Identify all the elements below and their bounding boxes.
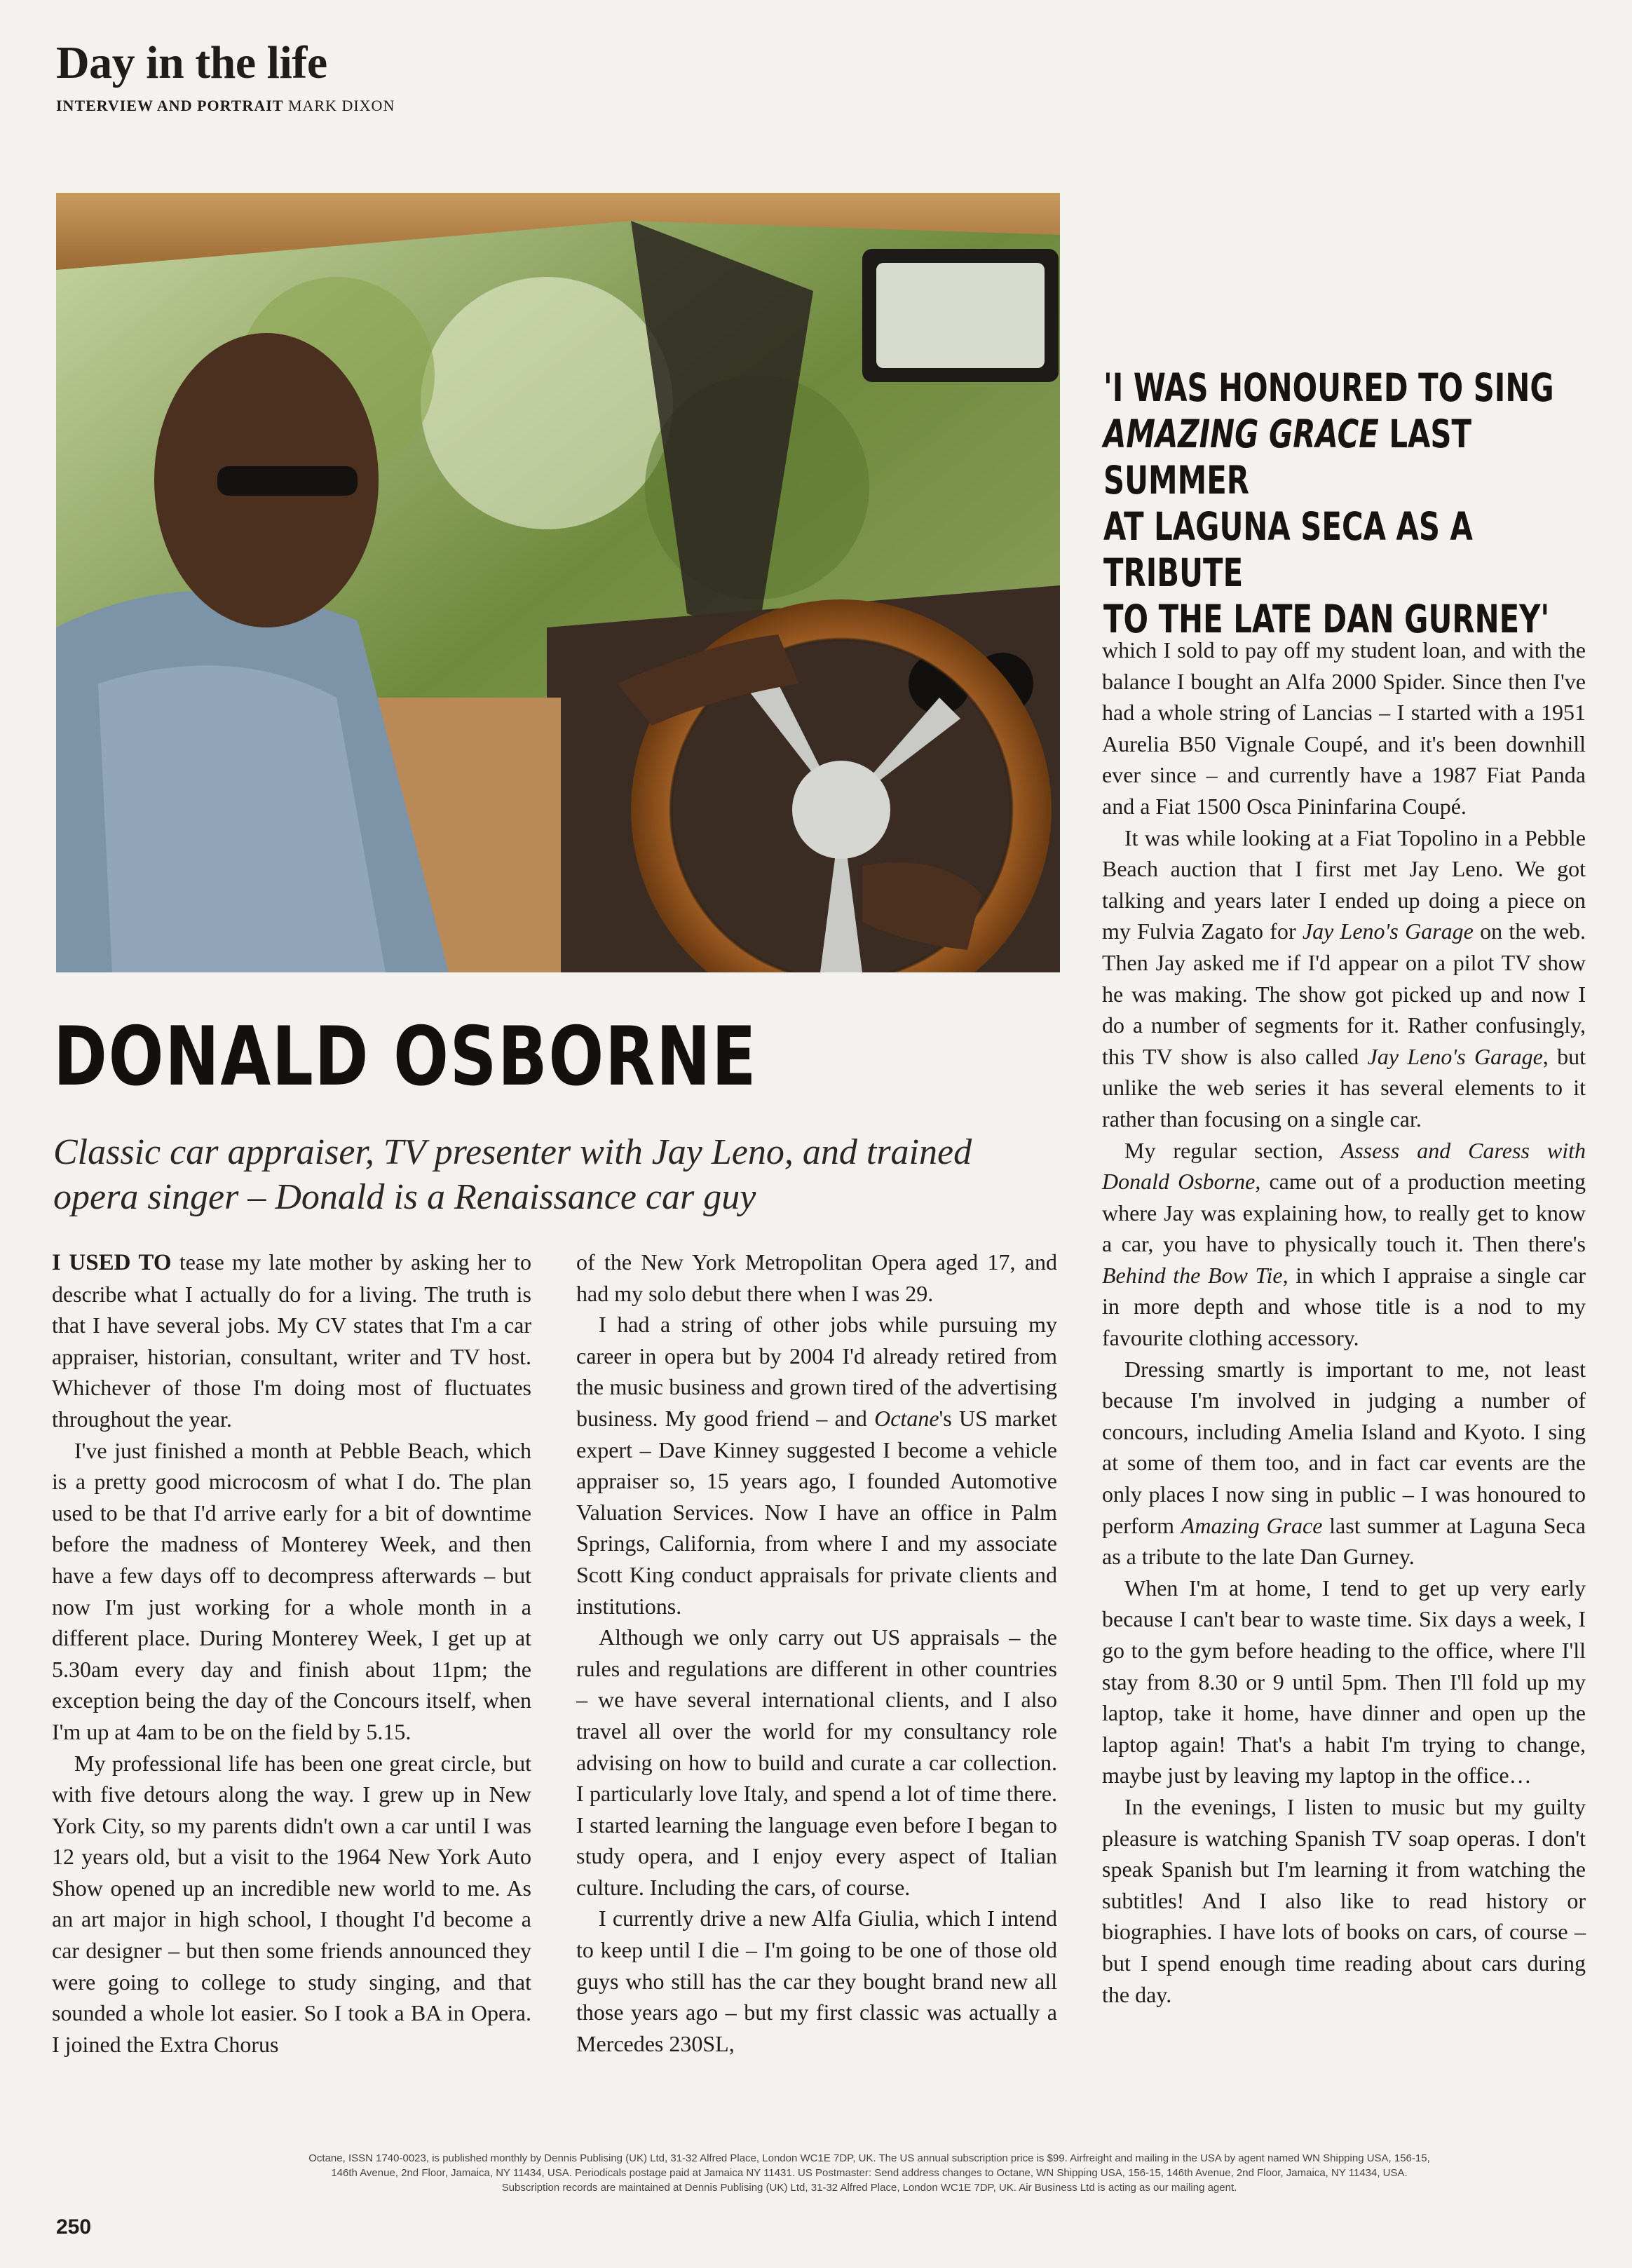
emphasis: Octane xyxy=(874,1405,939,1431)
paragraph: When I'm at home, I tend to get up very early because I can't bear to waste time. Six days a week, I go to the gym before heading to the office, where I'll stay from 8.30 or 9 until 5pm. Then I'll fold up my laptop, take it home, have dinner and open up the laptop again! That's a habit I'm trying to change, maybe just by leaving my laptop in the office… xyxy=(1102,1575,1586,1788)
paragraph-text: on the web. Then Jay asked me if I'd appear on a pilot TV show he was making. The show got picked up and now I do a number of segments for it. Rather confusingly, this TV show is also called xyxy=(1102,918,1586,1069)
paragraph: of the New York Metropolitan Opera aged 17, and had my solo debut there when I was 29. xyxy=(576,1249,1057,1306)
pull-quote xyxy=(1103,365,1583,642)
paragraph-text: , came out of a production meeting where Jay was explaining how, to really get to know a car, you have to physically touch it. Then there's xyxy=(1102,1169,1586,1257)
paragraph xyxy=(52,1247,531,1435)
pull-quote-line-2 xyxy=(1103,411,1583,503)
pull-quote-line-1: 'I WAS HONOURED TO SING xyxy=(1103,365,1554,410)
pull-quote-line-2-rest: LAST SUMMER xyxy=(1103,412,1471,503)
paragraph xyxy=(1102,1135,1586,1354)
article-column-2 xyxy=(576,1247,1057,2059)
paragraph-text: Dressing smartly is important to me, not least because I'm involved in judging a number of concours, including Amelia Island and Kyoto. I sing at some of them too, and in fact car events are the only places I now sing in public – I was honoured to perform xyxy=(1102,1356,1586,1538)
pull-quote-line-4: TO THE LATE DAN GURNEY' xyxy=(1103,597,1550,641)
emphasis: Jay Leno's Garage xyxy=(1302,918,1474,944)
page-number: 250 xyxy=(56,2215,92,2239)
paragraph: I've just finished a month at Pebble Beach, which is a pretty good microcosm of what I do. The plan used to be that I'd arrive early for a bit of downtime before the madness of Monterey Week, and then have a few days off to decompress afterwards – but now I'm just working for a whole month in a different place. During Monterey Week, I get up at 5.30am every day and finish about 11pm; the exception being the day of the Concours itself, when I'm up at 4am to be on the field by 5.15. xyxy=(52,1437,531,1744)
pull-quote-emphasis: AMAZING GRACE xyxy=(1103,412,1379,456)
paragraph: Although we only carry out US appraisals – the rules and regulations are different in other countries – we have several international clients, and I also travel all over the world for my consultancy role advising on how to build and curate a car collection. I particularly love Italy, and spend a lot of time there. I started learning the language even before I began to study opera, and I enjoy every aspect of Italian culture. Including the cars, of course. xyxy=(576,1624,1057,1900)
paragraph-text: , in which I appraise a single car in more depth and whose title is a nod to my favourite clothing accessory. xyxy=(1102,1262,1586,1351)
paragraph-text: last summer at Laguna Seca as a tribute to the late Dan Gurney. xyxy=(1102,1512,1586,1570)
publication-footer xyxy=(203,2151,1535,2195)
paragraph-text: , but unlike the web series it has several elements to it rather than focusing on a single car. xyxy=(1102,1043,1586,1132)
footer-line: 146th Avenue, 2nd Floor, Jamaica, NY 11434, USA. Periodicals postage paid at Jamaica NY 11431. US Postmaster: Send address changes to Octane, WN Shipping USA, 156-15, 146th Avenue, 2nd Floor, Jamaica, NY 11434, USA. xyxy=(331,2167,1408,2179)
byline xyxy=(56,97,395,115)
emphasis: Behind the Bow Tie xyxy=(1102,1262,1283,1288)
paragraph-text: I had a string of other jobs while pursuing my career in opera but by 2004 I'd already retired from the music business and grown tired of the advertising business. My good friend – and xyxy=(576,1312,1057,1431)
paragraph: In the evenings, I listen to music but my guilty pleasure is watching Spanish TV soap operas. I don't speak Spanish but I'm learning it from watching the subtitles! And I also like to read history or biographies. I have lots of books on cars, of course – but I spend enough time reading about cars during the day. xyxy=(1102,1793,1586,2007)
paragraph-text: 's US market expert – Dave Kinney suggested I become a vehicle appraiser so, 15 years ago, I founded Automotive Valuation Services. Now I have an office in Palm Springs, California, from where I and my associate Scott King conduct appraisals for private clients and institutions. xyxy=(576,1405,1058,1619)
paragraph: I currently drive a new Alfa Giulia, which I intend to keep until I die – I'm going to be one of those old guys who still has the car they bought brand new all those years ago – but my first classic was actually a Mercedes 230SL, xyxy=(576,1906,1057,2056)
emphasis: Jay Leno's Garage xyxy=(1367,1043,1543,1069)
byline-role: INTERVIEW AND PORTRAIT xyxy=(56,97,284,114)
article-title: DONALD OSBORNE xyxy=(53,1010,758,1104)
portrait-illustration xyxy=(56,193,1060,972)
footer-line: Octane, ISSN 1740-0023, is published monthly by Dennis Publising (UK) Ltd, 31-32 Alfred Place, London WC1E 7DP, UK. The US annual subscription price is $99. Airfreight and mailing in the USA by agent named WN Shipping USA, 156-15, xyxy=(308,2152,1430,2164)
paragraph xyxy=(1102,1354,1586,1573)
paragraph xyxy=(576,1309,1057,1622)
portrait-photo xyxy=(56,193,1060,972)
pull-quote-line-3: AT LAGUNA SECA AS A TRIBUTE xyxy=(1103,504,1473,595)
emphasis: Assess and Caress with Donald Osborne xyxy=(1102,1137,1586,1195)
lead-in: I USED TO xyxy=(52,1250,172,1275)
paragraph-text: tease my late mother by asking her to describe what I actually do for a living. The truth is that I have several jobs. My CV states that I'm a car appraiser, historian, consultant, writer and TV host. Whichever of those I'm doing most of fluctuates throughout the year. xyxy=(52,1249,532,1432)
article-column-3 xyxy=(1102,634,1586,2010)
section-title: Day in the life xyxy=(56,37,327,88)
paragraph: My professional life has been one great circle, but with five detours along the way. I grew up in New York City, so my parents didn't own a car until I was 12 years old, but a visit to the 1964 New York Auto Show opened up an incredible new world to me. As an art major in high school, I thought I'd become a car designer – but then some friends announced they were going to college to study singing, and that sounded a whole lot easier. So I took a BA in Opera. I joined the Extra Chorus xyxy=(52,1750,531,2057)
paragraph xyxy=(1102,822,1586,1135)
paragraph: which I sold to pay off my student loan, and with the balance I bought an Alfa 2000 Spider. Since then I've had a whole string of Lancias – I started with a 1951 Aurelia B50 Vignale Coupé, and it's been downhill ever since – and currently have a 1987 Fiat Panda and a Fiat 1500 Osca Pininfarina Coupé. xyxy=(1102,637,1586,819)
footer-line: Subscription records are maintained at Dennis Publising (UK) Ltd, 31-32 Alfred Place, London WC1E 7DP, UK. Air Business Ltd is acting as our mailing agent. xyxy=(501,2182,1237,2194)
article-column-1 xyxy=(52,1247,531,2060)
standfirst: Classic car appraiser, TV presenter with Jay Leno, and trained opera singer – Donald is a Renaissance car guy xyxy=(53,1132,972,1217)
emphasis: Amazing Grace xyxy=(1181,1512,1323,1538)
paragraph-text: My regular section, xyxy=(1124,1137,1341,1163)
paragraph-text: It was while looking at a Fiat Topolino in a Pebble Beach auction that I first met Jay Leno. We got talking and years later I ended up doing a piece on my Fulvia Zagato for xyxy=(1102,824,1586,944)
byline-name: MARK DIXON xyxy=(287,97,395,114)
